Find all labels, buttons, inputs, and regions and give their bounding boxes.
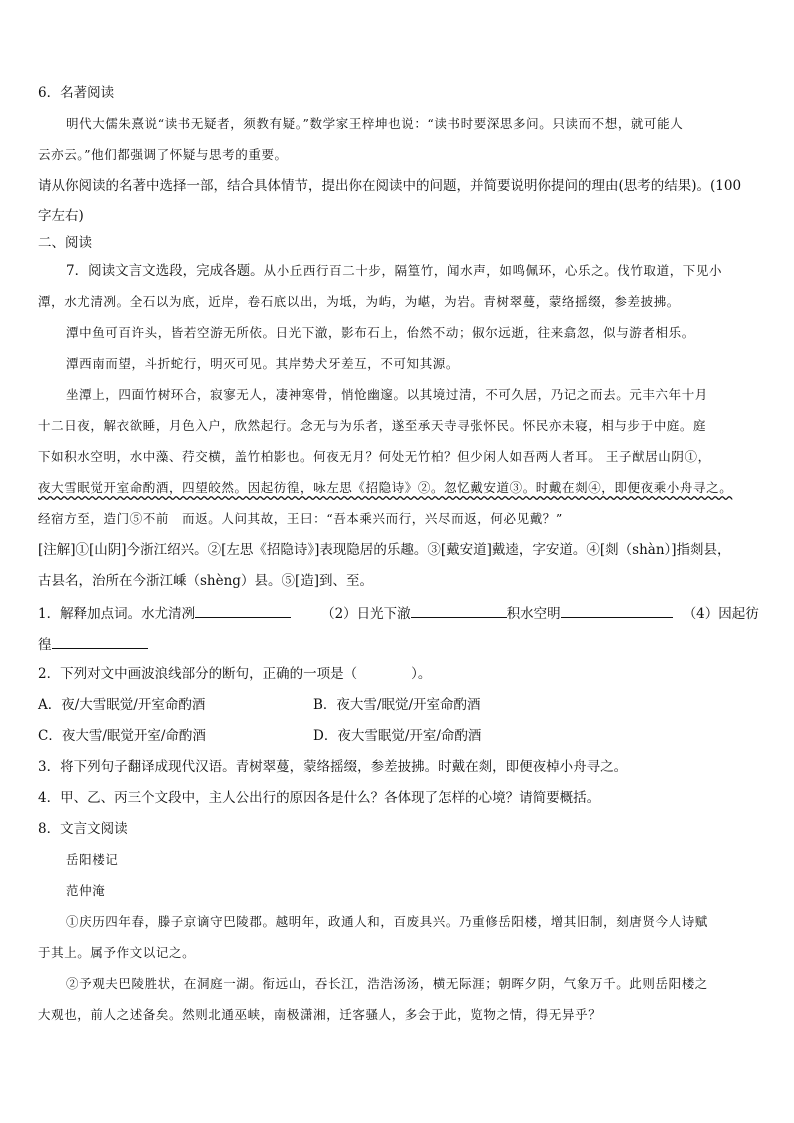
q7-sub1-item2: （2）日光下澈: [321, 606, 411, 622]
q6-prompt-line-1: 请从你阅读的名著中选择一部，结合具体情节，提出你在阅读中的问题，并简要说明你提问的理由(思考的结果)。(100: [38, 178, 742, 194]
q7-passage-line-6: 十二日夜，解衣欲睡，月色入户，欣然起行。念无与为乐者，遂至承天寺寻张怀民。怀民亦未寝，相与步于中庭。庭: [38, 418, 707, 433]
q7-sub4: 4．甲、乙、丙三个文段中，主人公出行的原因各是什么？各体现了怎样的心境？请简要概括。: [38, 790, 601, 806]
q7-wavy-sentence: 夜大雪眠觉开室命酌酒，四望皎然。因起彷徨，咏左思《招隐诗》②。忽忆戴安道③。时戴在剡④，即便夜乘小舟寻之。: [38, 480, 733, 495]
option-c[interactable]: C．夜大雪/眠觉开室/命酌酒: [38, 728, 206, 744]
q7-passage-line-2: 潭，水尤清冽。全石以为底，近岸，卷石底以出，为坻，为屿，为嵁，为岩。青树翠蔓，蒙络摇缀，参差披拂。: [38, 294, 680, 309]
option-d[interactable]: D．夜大雪眠觉/开室/命酌酒: [313, 728, 482, 744]
option-b[interactable]: B．夜大雪/眠觉/开室命酌酒: [313, 697, 481, 713]
q7-passage-line-3: 潭中鱼可百许头，皆若空游无所依。日光下澈，影布石上，佁然不动；俶尔远逝，往来翕忽，似与游者相乐。: [66, 325, 695, 340]
q8-paragraph2-line-2: 大观也，前人之述备矣。然则北通巫峡，南极潇湘，迁客骚人，多会于此，览物之情，得无异乎？: [38, 1007, 602, 1022]
q8-author: 范仲淹: [66, 883, 106, 898]
q7-sub1-line: [38, 603, 759, 623]
answer-blank-2[interactable]: [411, 603, 507, 618]
answer-blank-1[interactable]: [195, 603, 291, 618]
q7-passage-line-4: 潭西南而望，斗折蛇行，明灭可见。其岸势犬牙差互，不可知其源。: [66, 356, 460, 371]
q8-title: 8．文言文阅读: [38, 821, 128, 837]
q7-passage-line-8: [38, 479, 732, 497]
answer-blank-3[interactable]: [561, 603, 673, 618]
section-heading: 二、阅读: [38, 235, 92, 251]
q7-sub1-item4-cont: 徨: [38, 637, 52, 653]
option-a[interactable]: A．夜/大雪眠觉/开室命酌酒: [38, 697, 206, 713]
q7-passage-line-7: 下如积水空明，水中藻、荇交横，盖竹柏影也。何夜无月？何处无竹柏？但少闲人如吾两人者耳。 王子猷居山阴①，: [38, 449, 711, 464]
q7-sub1-lead: 1．解释加点词。水尤清冽: [38, 606, 196, 622]
q7-note-line-2: 古县名，治所在今浙江嵊（shèng）县。⑤[造]到、至。: [38, 573, 373, 589]
q8-paragraph1-line-2: 于其上。属予作文以记之。: [38, 945, 196, 960]
q8-paragraph1-line-1: ①庆历四年春，滕子京谪守巴陵郡。越明年，政通人和，百废具兴。乃重修岳阳楼，增其旧制，刻唐贤今人诗赋: [66, 914, 708, 929]
q6-title: 6．名著阅读: [38, 85, 115, 101]
answer-blank-4[interactable]: [52, 634, 148, 649]
q7-lead: 7．阅读文言文选段，完成各题。: [66, 263, 264, 279]
q7-note-line-1: [注解]①[山阴]今浙江绍兴。②[左思《招隐诗》]表现隐居的乐趣。③[戴安道]戴逵，字安道。④[剡（shàn）]指剡县，: [38, 542, 731, 558]
q6-quote-line-1: 明代大儒朱熹说“读书无疑者，须教有疑。”数学家王梓坤也说：“读书时要深思多问。只读而不想，就可能人: [66, 116, 684, 131]
q7-sub3: 3．将下列句子翻译成现代汉语。青树翠蔓，蒙络摇缀，参差披拂。时戴在剡，即便夜棹小舟寻之。: [38, 759, 628, 775]
q6-prompt-line-2: 字左右): [38, 208, 84, 224]
q7-passage1-text-1: 从小丘西行百二十步，隔篁竹，闻水声，如鸣佩环，心乐之。伐竹取道，下见小: [263, 263, 723, 278]
q7-sub1-item3: 积水空明: [506, 606, 561, 622]
q7-passage-line-9: 经宿方至，造门⑤不前 而返。人问其故，王曰：“吾本乘兴而行，兴尽而返，何必见戴？”: [38, 511, 563, 526]
q7-sub1-line-2: [38, 634, 148, 654]
q7-passage-line-5: 坐潭上，四面竹树环合，寂寥无人，凄神寒骨，悄怆幽邃。以其境过清，不可久居，乃记之而去。元丰六年十月: [66, 387, 708, 402]
q7-passage-line-1: [66, 262, 722, 280]
q7-sub2: 2．下列对文中画波浪线部分的断句，正确的一项是（ ）。: [38, 666, 432, 682]
q8-paragraph2-line-1: ②予观夫巴陵胜状，在洞庭一湖。衔远山，吞长江，浩浩汤汤，横无际涯；朝晖夕阴，气象万千。此则岳阳楼之: [66, 976, 708, 991]
q8-essay-title: 岳阳楼记: [66, 852, 119, 867]
q7-sub1-item4: （4）因起彷: [682, 606, 759, 622]
q6-quote-line-2: 云亦云。”他们都强调了怀疑与思考的重要。: [38, 147, 288, 162]
